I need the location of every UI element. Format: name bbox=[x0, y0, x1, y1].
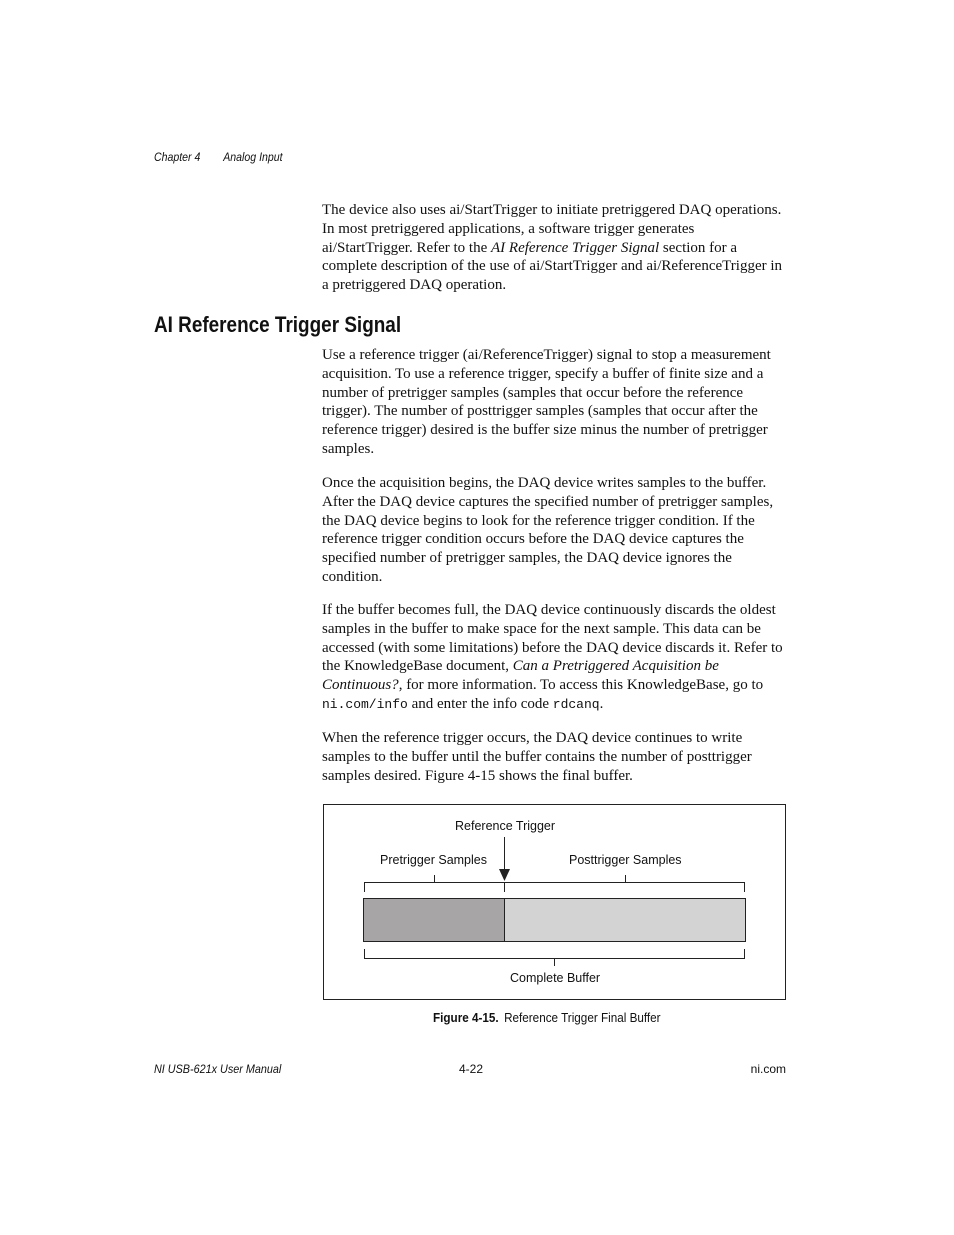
trigger-arrow-head-icon bbox=[499, 869, 510, 882]
footer-page-number: 4-22 bbox=[459, 1062, 484, 1076]
paragraph-3 bbox=[322, 601, 786, 715]
bracket-tick bbox=[744, 949, 745, 959]
complete-buffer-label: Complete Buffer bbox=[510, 971, 601, 985]
figure-title: Reference Trigger Final Buffer bbox=[504, 1010, 661, 1025]
footer-manual-title: NI USB-621x User Manual bbox=[154, 1062, 282, 1076]
figure-caption bbox=[433, 1010, 661, 1025]
posttrigger-label: Posttrigger Samples bbox=[569, 853, 682, 867]
buffer-bar bbox=[363, 898, 746, 942]
p3-text-1: If the buffer becomes full, the DAQ device continuously discards the oldest samples in the buffer to make space for the next sample. This data can be accessed (with some limitations) before the DAQ device discards it. Refer to the KnowledgeBase document, bbox=[322, 602, 783, 675]
paragraph-2: Once the acquisition begins, the DAQ device writes samples to the buffer. After the DAQ device captures the specified number of pretrigger samples, the DAQ device begins to look for the reference trigger condition. If the reference trigger condition occurs before the DAQ device captures the specified number of pretrigger samples, the DAQ device ignores the condition. bbox=[322, 475, 774, 585]
posttrigger-pointer bbox=[625, 875, 626, 882]
paragraph-4: When the reference trigger occurs, the DAQ device continues to write samples to the buffer until the buffer contains the number of posttrigger samples desired. Figure 4-15 shows the final buffer. bbox=[322, 730, 752, 784]
chapter-title: Analog Input bbox=[223, 150, 283, 164]
pretrigger-segment bbox=[364, 899, 505, 941]
trigger-arrow-shaft bbox=[504, 837, 505, 872]
intro-text-1: The device also uses ai/StartTrigger to initiate pretriggered DAQ operations. In most pretriggered applications, a software trigger generates ai/StartTrigger. Refer to the bbox=[322, 202, 782, 256]
reference-trigger-label: Reference Trigger bbox=[455, 819, 556, 833]
section-reference: AI Reference Trigger Signal bbox=[491, 239, 660, 256]
pretrigger-label: Pretrigger Samples bbox=[380, 853, 487, 867]
bracket-tick bbox=[744, 882, 745, 892]
knowledgebase-title: Can a Pretriggered Acquisition be Continuous? bbox=[322, 658, 719, 694]
intro-text-2: section for a complete description of the use of ai/StartTrigger and ai/ReferenceTrigger in a pretriggered DAQ operation. bbox=[322, 239, 783, 294]
figure-number: Figure 4-15. bbox=[433, 1010, 499, 1025]
sample-bracket-top bbox=[364, 882, 745, 883]
intro-paragraph bbox=[322, 201, 786, 295]
p3-text-3: and enter the info code bbox=[407, 695, 553, 712]
info-code: rdcanq bbox=[552, 696, 600, 712]
p3-text-4: . bbox=[599, 695, 604, 712]
pretrigger-pointer bbox=[434, 875, 435, 882]
bracket-tick bbox=[364, 882, 365, 892]
p3-text-2: , for more information. To access this KnowledgeBase, go to bbox=[398, 677, 764, 694]
section-heading: AI Reference Trigger Signal bbox=[154, 312, 402, 337]
bracket-tick bbox=[504, 882, 505, 892]
bracket-tick bbox=[364, 949, 365, 959]
running-header bbox=[154, 150, 283, 164]
buffer-pointer bbox=[554, 958, 555, 966]
info-url: ni.com/info bbox=[322, 696, 408, 712]
footer-website: ni.com bbox=[750, 1062, 786, 1076]
paragraph-1: Use a reference trigger (ai/ReferenceTrigger) signal to stop a measurement acquisition. To use a reference trigger, specify a buffer of finite size and a number of pretrigger samples (samples that occur before the reference trigger). The number of posttrigger samples (samples that occur after the reference trigger) desired is the buffer size minus the number of pretrigger samples. bbox=[322, 347, 771, 457]
figure-buffer-diagram bbox=[323, 804, 786, 1000]
chapter-label: Chapter 4 bbox=[154, 150, 201, 164]
posttrigger-segment bbox=[505, 899, 745, 941]
